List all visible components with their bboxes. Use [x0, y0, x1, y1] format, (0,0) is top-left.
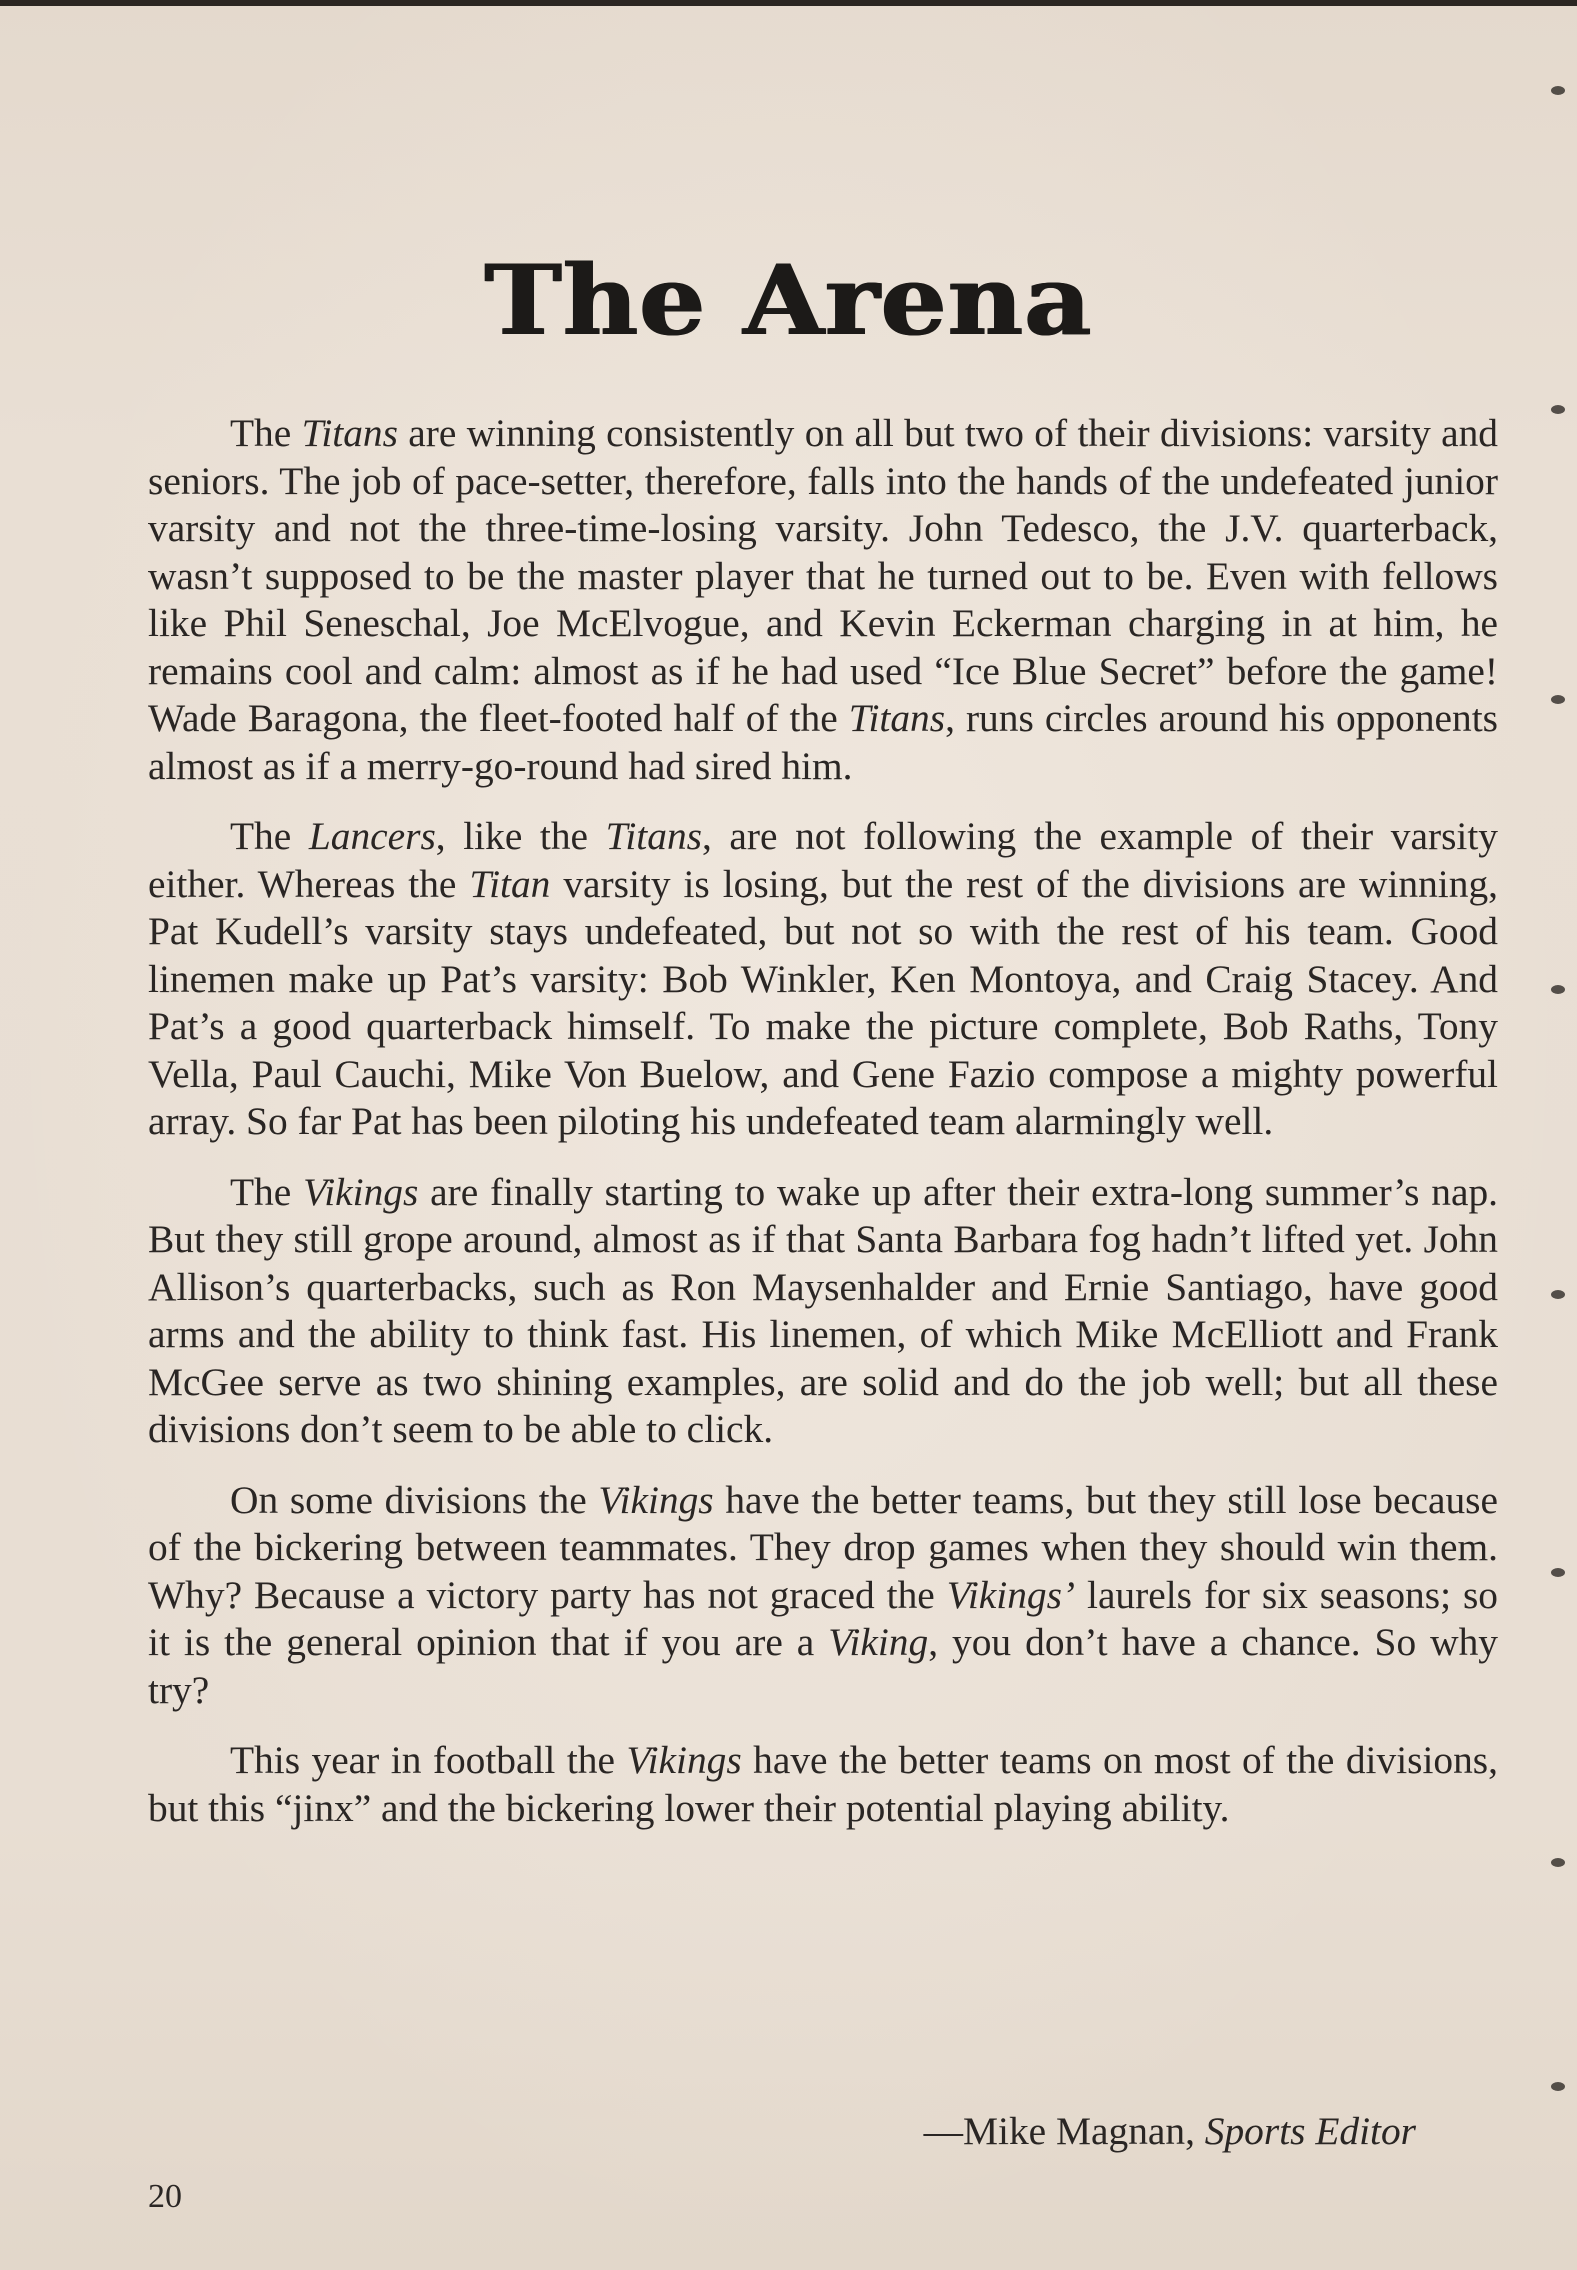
article-body: [148, 410, 1498, 1855]
article-paragraph: The Vikings are finally starting to wake up after their extra-long summer’s nap. But they still grope around, almost as if that Santa Barbara fog hadn’t lifted yet. John Allison’s quarterbacks, such as Ron Maysenhalder and Ernie Santiago, have good arms and the ability to think fast. His linemen, of which Mike McElliott and Frank McGee serve as two shining examples, are solid and do the job well; but all these divisions don’t seem to be able to click.: [148, 1169, 1498, 1451]
binding-hole: [1551, 1290, 1565, 1299]
italic-term: Titans: [605, 814, 702, 858]
byline-role: Sports Editor: [1204, 2109, 1416, 2153]
italic-term: Titan: [469, 861, 551, 906]
italic-term: Vikings: [303, 1169, 419, 1214]
binding-hole: [1551, 2082, 1565, 2091]
article-paragraph: This year in football the Vikings have the better teams on most of the divisions, but this “jinx” and the bickering lower their potential playing ability.: [148, 1738, 1498, 1830]
italic-term: Titans: [301, 411, 398, 455]
italic-term: Titans: [848, 696, 946, 740]
italic-term: Vikings: [598, 1477, 714, 1522]
binding-hole: [1551, 985, 1565, 994]
italic-term: Viking: [828, 1620, 929, 1664]
binding-hole: [1551, 86, 1565, 95]
italic-term: Vikings’: [946, 1572, 1076, 1617]
article-paragraph: The Lancers, like the Titans, are not following the example of their varsity either. Whereas the Titan varsity is losing, but the rest of the divisions are winning, Pat Kudell’s varsity stays undefeated, but not so with the rest of his team. Good linemen make up Pat’s varsity: Bob Winkler, Ken Montoya, and Craig Stacey. And Pat’s a good quarterback himself. To make the picture complete, Bob Raths, Tony Vella, Paul Cauchi, Mike Von Buelow, and Gene Fazio compose a mighty powerful array. So far Pat has been piloting his undefeated team alarmingly well.: [148, 814, 1498, 1143]
binding-hole: [1551, 1568, 1565, 1577]
article-paragraph: The Titans are winning consistently on all but two of their divisions: varsity and seniors. The job of pace-setter, therefore, falls into the hands of the undefeated junior varsity and not the three-time-losing varsity. John Tedesco, the J.V. quarterback, wasn’t supposed to be the master player that he turned out to be. Even with fellows like Phil Seneschal, Joe McElvogue, and Kevin Eckerman charging in at him, he remains cool and calm: almost as if he had used “Ice Blue Secret” before the game! Wade Baragona, the fleet-footed half of the Titans, runs circles around his opponents almost as if a merry-go-round had sired him.: [148, 411, 1498, 788]
binding-hole: [1551, 695, 1565, 704]
binding-hole: [1551, 1858, 1565, 1867]
page-title: The Arena: [484, 244, 1093, 357]
italic-term: Vikings: [626, 1738, 742, 1782]
byline-author: —Mike Magnan,: [923, 2109, 1205, 2153]
byline: [148, 2108, 1416, 2155]
page-number: 20: [148, 2178, 182, 2215]
article-paragraph: On some divisions the Vikings have the better teams, but they still lose because of the bickering between teammates. They drop games when they should win them. Why? Because a victory party has not graced the Vikings’ laurels for six seasons; so it is the general opinion that if you are a Viking, you don’t have a chance. So why try?: [148, 1477, 1498, 1712]
italic-term: Lancers: [308, 814, 436, 858]
page-top-edge: [0, 0, 1577, 6]
binding-hole: [1551, 405, 1565, 414]
